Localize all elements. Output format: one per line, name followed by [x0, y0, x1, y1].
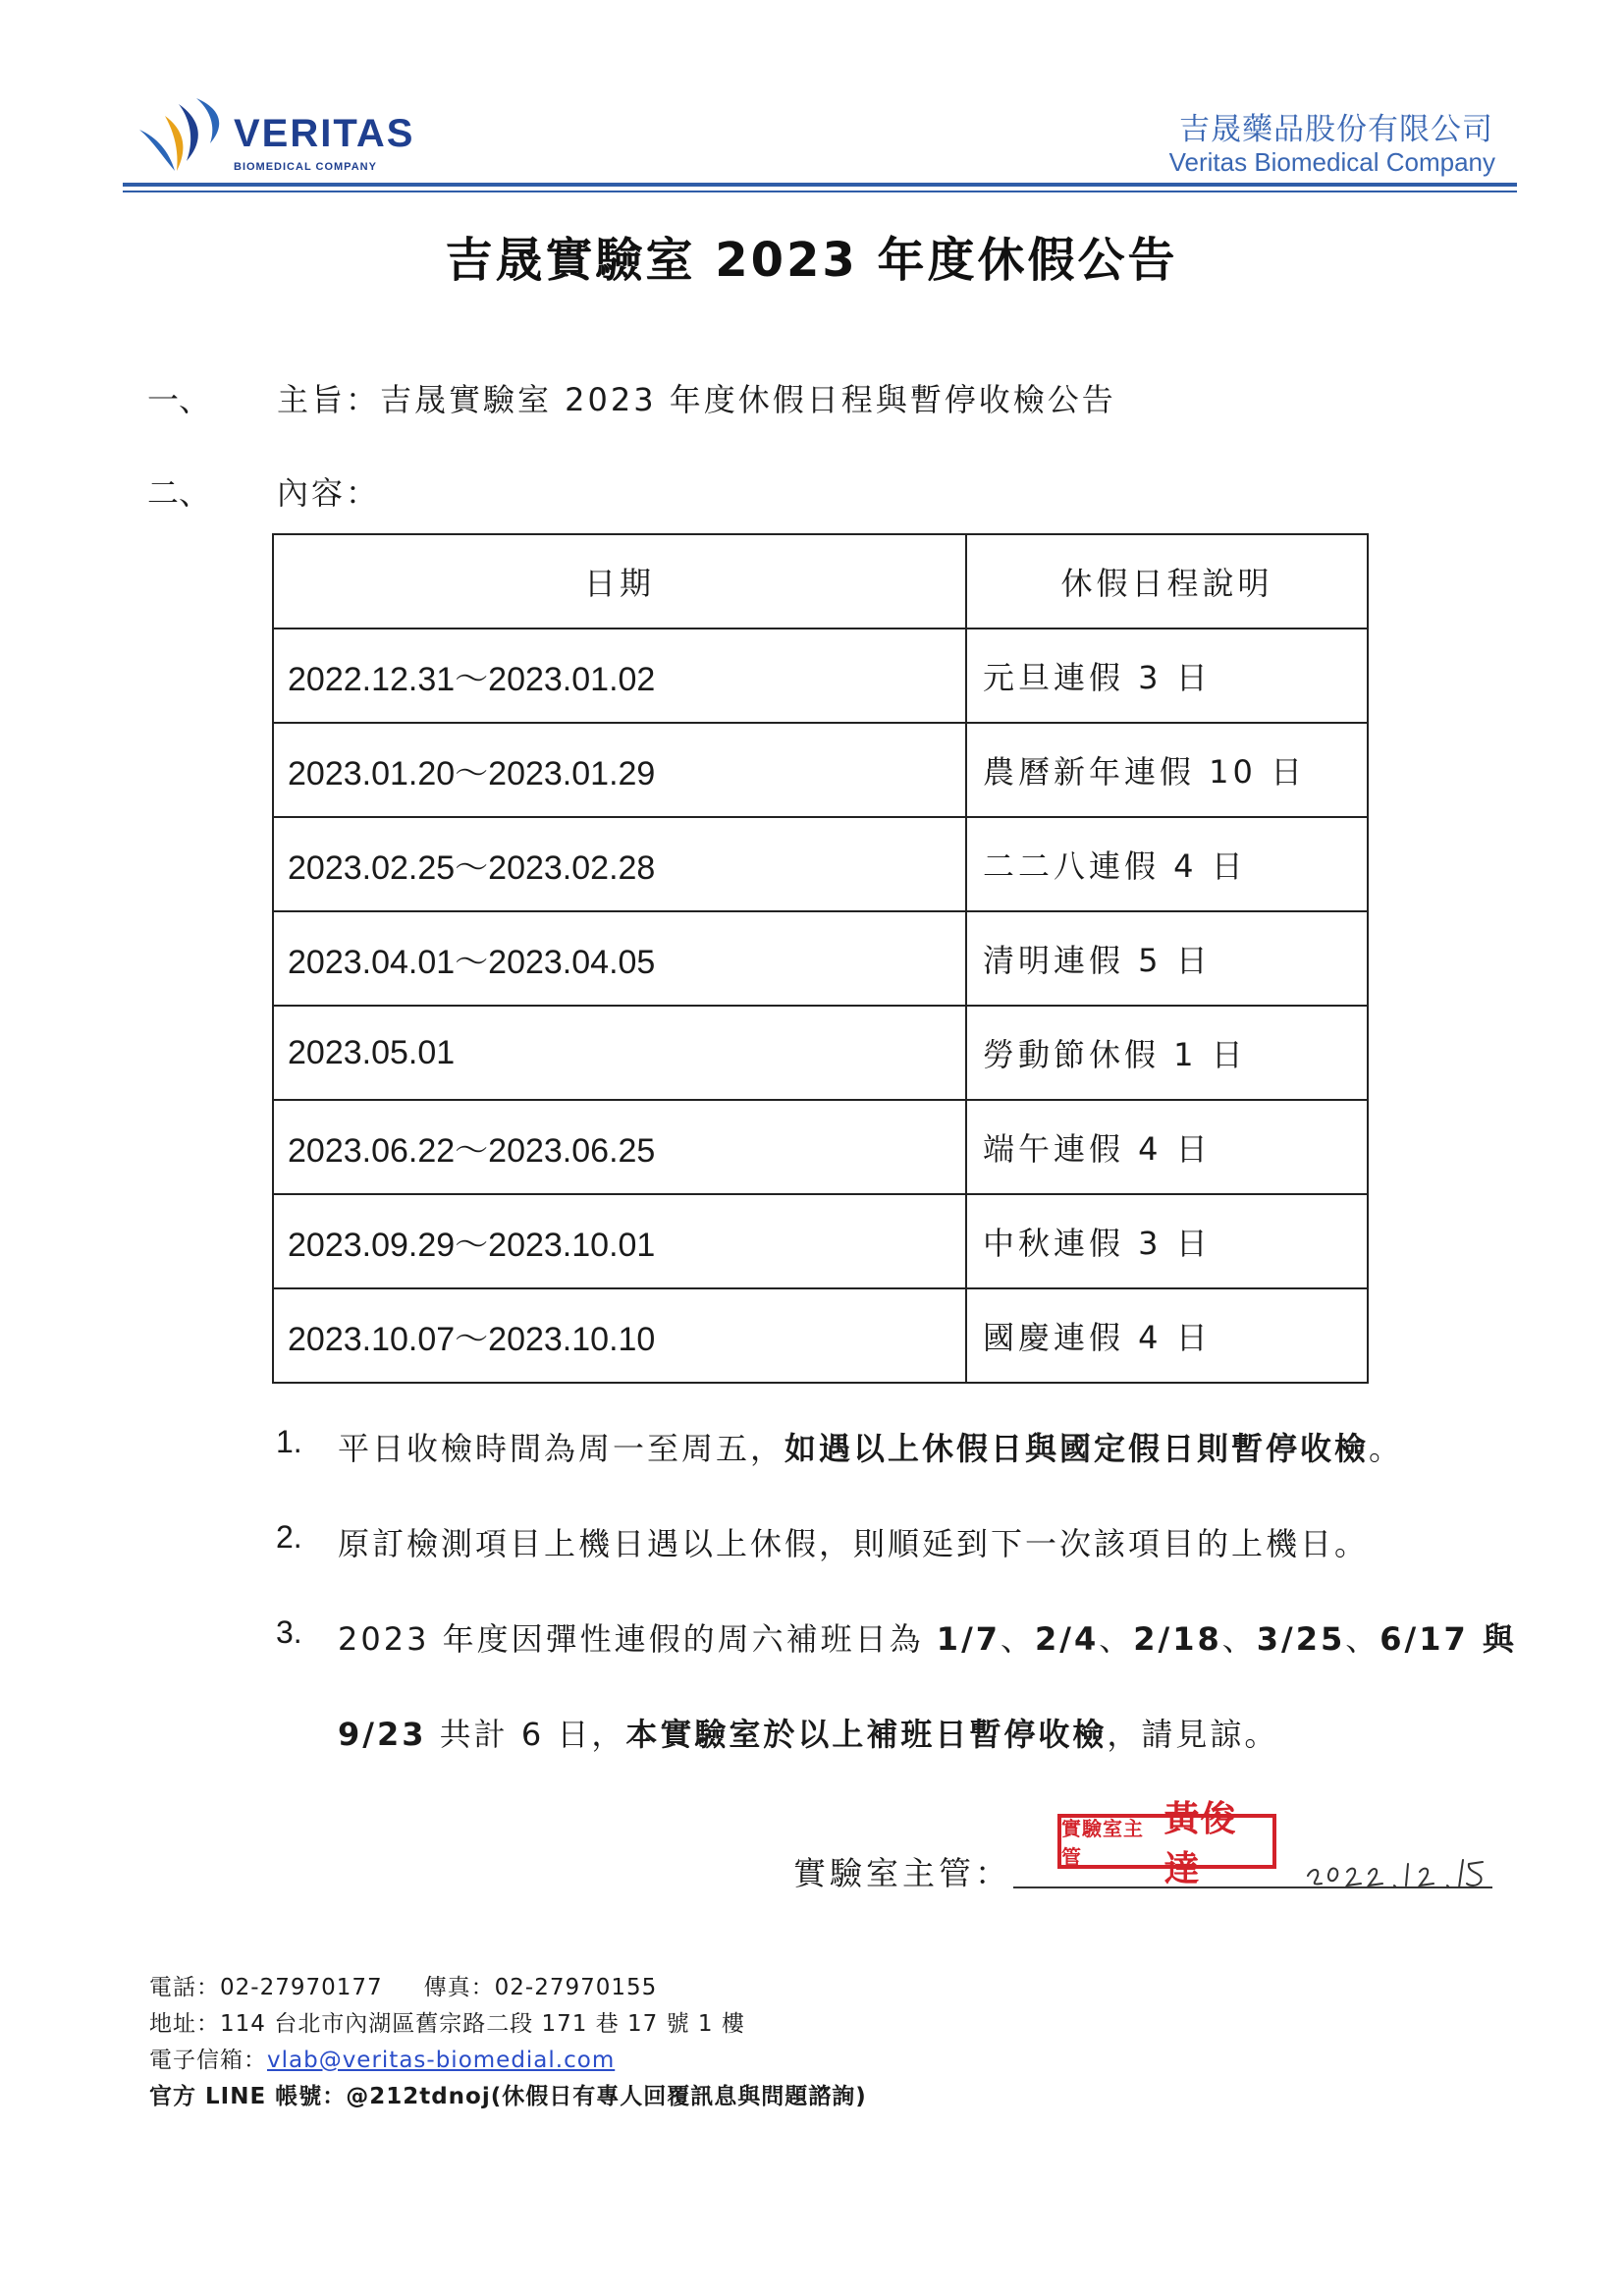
holiday-description: 端午連假 4 日	[966, 1100, 1368, 1194]
makeup-day: 2/4	[1035, 1620, 1100, 1658]
email-label: 電子信箱：	[149, 2048, 267, 2073]
separator: 、	[1345, 1620, 1380, 1658]
table-row	[273, 911, 1368, 1006]
item-subject: 主旨：吉晟實驗室 2023 年度休假日程與暫停收檢公告	[277, 381, 1116, 418]
header-divider-thin	[123, 191, 1517, 192]
note-3-end: ，請見諒。	[1107, 1716, 1279, 1753]
phone-label: 電話：	[149, 1975, 220, 2000]
note-3-emphasis: 本實驗室於以上補班日暫停收檢	[625, 1716, 1108, 1753]
line-note: (休假日有專人回覆訊息與問題諮詢)	[490, 2084, 867, 2109]
holiday-description: 中秋連假 3 日	[966, 1194, 1368, 1288]
makeup-day: 6/17	[1380, 1620, 1469, 1658]
note-number-3: 3.	[276, 1614, 302, 1650]
note-2: 原訂檢測項目上機日遇以上休假，則順延到下一次該項目的上機日。	[338, 1525, 1370, 1562]
holiday-date: 2023.09.29～2023.10.01	[273, 1194, 966, 1288]
holiday-description: 清明連假 5 日	[966, 911, 1368, 1006]
note-3-count: 共計 6 日，	[426, 1716, 626, 1753]
item-number-2: 二、	[147, 474, 211, 512]
note-1-emphasis: 如遇以上休假日與國定假日則暫停收檢	[784, 1430, 1370, 1467]
column-header-description: 休假日程說明	[966, 534, 1368, 629]
stamp-prefix: 實驗室主管	[1061, 1817, 1144, 1869]
table-row	[273, 1006, 1368, 1100]
table-row	[273, 817, 1368, 911]
makeup-day: 2/18	[1133, 1620, 1222, 1658]
note-3-line-2	[338, 1710, 1278, 1755]
column-header-date: 日期	[273, 534, 966, 629]
footer-line-line	[149, 2078, 867, 2110]
header-divider-thick	[123, 183, 1517, 187]
note-number-1: 1.	[276, 1424, 302, 1459]
logo-wordmark: VERITAS	[234, 112, 415, 155]
supervisor-stamp	[1057, 1799, 1276, 1889]
makeup-day: 9/23	[338, 1716, 427, 1753]
handwritten-date	[1304, 1846, 1490, 1889]
table-header-row	[273, 534, 1368, 629]
makeup-day: 3/25	[1256, 1620, 1346, 1658]
holiday-date: 2023.06.22～2023.06.25	[273, 1100, 966, 1194]
holiday-description: 農曆新年連假 10 日	[966, 723, 1368, 817]
fax-label: 傳真：	[423, 1975, 495, 2000]
holiday-description: 元旦連假 3 日	[966, 629, 1368, 723]
holiday-date: 2023.02.25～2023.02.28	[273, 817, 966, 911]
table-row	[273, 629, 1368, 723]
address-label: 地址：	[149, 2011, 220, 2037]
logo-subtitle: BIOMEDICAL COMPANY	[234, 161, 377, 173]
separator: 、	[1221, 1620, 1257, 1658]
holiday-date: 2022.12.31～2023.01.02	[273, 629, 966, 723]
table-row	[273, 1288, 1368, 1383]
table-row	[273, 723, 1368, 817]
holiday-date: 2023.01.20～2023.01.29	[273, 723, 966, 817]
note-1	[338, 1424, 1403, 1469]
footer-contact-line	[149, 1969, 657, 2001]
conjunction: 與	[1468, 1620, 1517, 1658]
veritas-wing-icon	[135, 96, 230, 175]
stamp-name: 黃俊達	[1163, 1799, 1237, 1889]
fax-number: 02-27970155	[494, 1975, 658, 2000]
note-3-text: 2023 年度因彈性連假的周六補班日為	[338, 1620, 937, 1658]
makeup-day: 1/7	[936, 1620, 1001, 1658]
note-3-line-1	[338, 1614, 1517, 1660]
company-name-en: Veritas Biomedical Company	[1168, 147, 1495, 177]
table-row	[273, 1194, 1368, 1288]
separator: 、	[1001, 1620, 1036, 1658]
line-id: @212tdnoj	[346, 2084, 491, 2109]
item-number-1: 一、	[147, 381, 211, 418]
veritas-logo	[135, 92, 415, 181]
company-name-zh: 吉晟藥品股份有限公司	[1179, 112, 1493, 147]
holiday-description: 二二八連假 4 日	[966, 817, 1368, 911]
address: 114 台北市內湖區舊宗路二段 171 巷 17 號 1 樓	[220, 2011, 745, 2037]
note-1-text: 平日收檢時間為周一至周五，	[338, 1430, 785, 1467]
note-number-2: 2.	[276, 1519, 302, 1555]
holiday-date: 2023.04.01～2023.04.05	[273, 911, 966, 1006]
table-row	[273, 1100, 1368, 1194]
separator: 、	[1099, 1620, 1134, 1658]
holiday-table	[272, 533, 1369, 1384]
email-link[interactable]: vlab@veritas-biomedial.com	[267, 2048, 616, 2073]
line-label: 官方 LINE 帳號：	[149, 2084, 347, 2109]
supervisor-label: 實驗室主管：	[793, 1854, 1011, 1892]
note-1-end: 。	[1369, 1430, 1404, 1467]
page-title: 吉晟實驗室 2023 年度休假公告	[445, 233, 1178, 288]
item-content-label: 內容：	[277, 474, 381, 512]
holiday-description: 勞動節休假 1 日	[966, 1006, 1368, 1100]
phone-number: 02-27970177	[220, 1975, 383, 2000]
holiday-description: 國慶連假 4 日	[966, 1288, 1368, 1383]
holiday-date: 2023.05.01	[273, 1006, 966, 1100]
holiday-date: 2023.10.07～2023.10.10	[273, 1288, 966, 1383]
footer-email-line	[149, 2042, 615, 2074]
footer-address-line	[149, 2005, 745, 2038]
